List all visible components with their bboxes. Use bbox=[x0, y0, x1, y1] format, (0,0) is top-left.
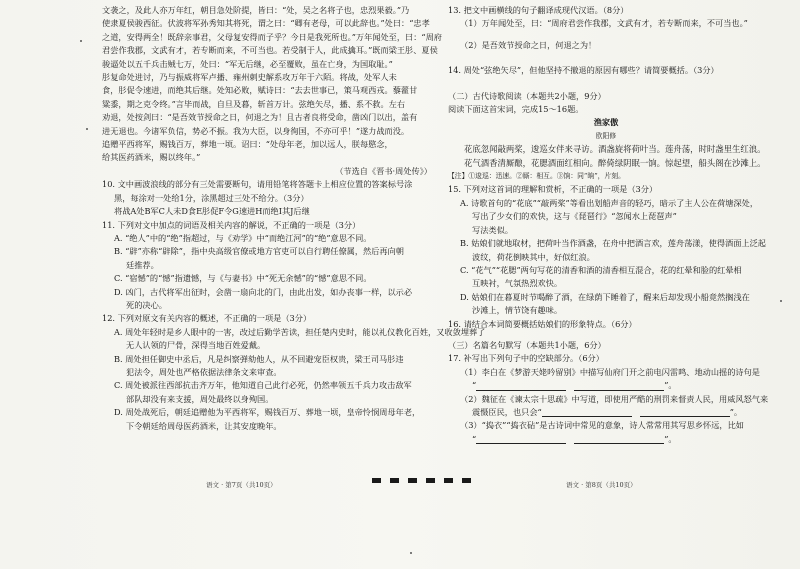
q15-option-line: C. “花气”“花腮”两句写花的清香和酒的清香相互混合，花的红晕和脸的红晕相 bbox=[460, 264, 742, 275]
q13-stem: 13. 把文中画横线的句子翻译成现代汉语。（8分） bbox=[448, 5, 629, 15]
poem-author: 欧阳修 bbox=[595, 131, 617, 140]
print-mark bbox=[408, 478, 417, 483]
question-line: 死的决心。 bbox=[126, 299, 167, 310]
passage-line: 文袭之，及此人亦万年红，朝目急处阶提，皆曰：“处，吴之名将子也，忠烈果毅。”乃 bbox=[102, 5, 410, 15]
q17-answer-row bbox=[448, 433, 764, 446]
passage-source: （节选自《晋书·周处传》） bbox=[335, 165, 432, 176]
question-line: 下令朝廷给周母医药酒米，让其安度晚年。 bbox=[126, 420, 282, 431]
q13-item-2: （2）是吾效节授命之日，何退之为！ bbox=[460, 39, 597, 50]
left-questions bbox=[102, 178, 486, 433]
poem-line-1: 花底忽闻敲两桨，逡巡女伴来寻访。酒盏旋将荷叶当。莲舟荡，时时盏里生红浪。 bbox=[464, 144, 766, 155]
q17-close-quote: ”。 bbox=[664, 380, 677, 391]
question-line: C. “宿憾”的“憾”指遗憾，与《与妻书》中“死无余憾”的“憾”意思不同。 bbox=[114, 273, 372, 284]
poem-title: 渔家傲 bbox=[593, 117, 619, 128]
passage-line: 君尝作我郡，文武有才，若专断而来，不可当也。若受制于人，此成擒耳。”既而梁王肜、夏侯 bbox=[102, 45, 438, 56]
q17-open-quote: “ bbox=[472, 380, 477, 391]
question-line: 黑，每涂对一处给1分，涂黑超过三处不给分。（3分） bbox=[114, 192, 309, 203]
q17-item-text: （2）魏征在《谏太宗十思疏》中写道，即使用严酷的刑罚来督责人民，用威风怒气来 bbox=[460, 393, 769, 404]
question-line: C. 周处被派往西部抗击齐万年，他知道自己此行必死，仍然率领五千兵力攻击敌军 bbox=[114, 380, 412, 391]
q17-open-quote: “ bbox=[472, 433, 477, 444]
answer-blank[interactable] bbox=[476, 382, 566, 391]
print-mark bbox=[372, 478, 381, 483]
passage-line: 使隶夏侯骏西征。伏波将军孙秀知其将死，谓之曰：“卿有老母，可以此辞也。”处曰：“忠孝 bbox=[102, 18, 430, 29]
print-mark bbox=[444, 478, 453, 483]
passage-line: 劝退，处按剑曰：“是吾效节授命之日，何退之为！且古者良将受命，凿凶门以出，盖有 bbox=[102, 112, 418, 123]
q17-open-quote: 震慑臣民，也只会“ bbox=[472, 406, 542, 417]
classical-passage bbox=[102, 4, 442, 165]
passage-line: 骏逼处以五千兵击贼七万，处曰：“军无后继，必至覆败，虽在亡身，为国取耻。” bbox=[102, 58, 393, 69]
scan-speck bbox=[80, 40, 82, 42]
q15-option-line: 波纹，荷花倒映其中，好似红浪。 bbox=[472, 251, 595, 262]
question-line: B. 周处担任御史中丞后，凡是纠察弹劾他人，从不回避宠臣权贵，梁王司马肜违 bbox=[114, 353, 404, 364]
q17-item-text: （1）李白在《梦游天姥吟留别》中描写仙府门开之前电闪雷鸣、地动山摇的诗句是 bbox=[460, 366, 760, 377]
q17-answer-row bbox=[448, 379, 764, 392]
question-line: 将战A处B军C人未D食E肜促F令G速进H而绝I其J后继 bbox=[114, 206, 310, 217]
print-mark bbox=[426, 478, 435, 483]
right-page bbox=[448, 4, 769, 446]
question-line: D. 凶门，古代将军出征时，会凿一扇向北的门，由此出发，如办丧事一样，以示必 bbox=[114, 286, 413, 297]
question-line: 犯法令，周处也严格依据法律条文来审查。 bbox=[126, 366, 282, 377]
print-mark bbox=[462, 478, 471, 483]
answer-blank[interactable] bbox=[542, 408, 632, 417]
question-line: 廷推荐。 bbox=[126, 259, 159, 270]
section2-intro: 阅读下面这首宋词，完成15～16题。 bbox=[448, 104, 584, 115]
q17-answer-row bbox=[448, 406, 764, 419]
print-marks bbox=[372, 478, 471, 483]
answer-blank[interactable] bbox=[476, 435, 566, 444]
scan-speck bbox=[410, 552, 412, 554]
scan-speck bbox=[86, 128, 88, 130]
q15-option-line: D. 姑娘们在暮夏时节喝醉了酒，在绿荫下睡着了，醒来后却发现小船竟然搁浅在 bbox=[460, 291, 750, 302]
scan-speck bbox=[780, 300, 782, 302]
section3-title: （三）名篇名句默写（本题共1小题，6分） bbox=[448, 339, 606, 350]
q14-stem: 14. 周处“弦绝矢尽”，但他坚持不撤退的原因有哪些？请简要概括。（3分） bbox=[448, 65, 719, 76]
q17-items bbox=[448, 366, 769, 446]
question-line: A. 周处年轻时是乡人眼中的一害，改过后勤学苦读，担任楚内史时，能以礼仪教化百姓，又收敛埋葬了 bbox=[114, 326, 486, 337]
q15-option-line: 互映衬，气氛热烈欢快。 bbox=[472, 278, 563, 289]
q15-options bbox=[448, 197, 764, 318]
passage-line: 给其医药酒米，赐以终年。” bbox=[102, 152, 201, 163]
q17-close-quote: ”。 bbox=[664, 433, 677, 444]
passage-line: 追赠平西将军，赐钱百万，葬地一顷。诏曰：“处母年老，加以远人，朕每愍念， bbox=[102, 139, 393, 150]
q13-item-1: （1）万年闻处至，曰：“周府君尝作我郡，文武有才，若专断而来，不可当也。” bbox=[460, 18, 748, 29]
q15-option-line: B. 姑娘们就地取材，把荷叶当作酒盏，在舟中把酒言欢，莲舟荡漾，使得酒面上泛起 bbox=[460, 238, 766, 249]
answer-blank[interactable] bbox=[574, 382, 664, 391]
passage-line: 进无退也。今诸军负信，势必不振。我为大臣，以身徇国，不亦可乎！”遂力战而没。 bbox=[102, 125, 410, 136]
page-footer-right: 语文 · 第8页（共10页） bbox=[566, 481, 637, 489]
passage-line: 食，肜促令速进，而绝其后继。处知必败，赋诗曰：“去去世事已，策马观西戎。藜藿甘 bbox=[102, 85, 418, 96]
passage-line: 之道，安得两全！既辞亲事君，父母复安得而子乎？今日是我死所也。”万年闻处至，曰：“周府 bbox=[102, 31, 442, 42]
question-stem: 12. 下列对原文有关内容的概述，不正确的一项是（3分） bbox=[102, 313, 312, 324]
answer-blank[interactable] bbox=[640, 408, 730, 417]
answer-blank[interactable] bbox=[574, 435, 664, 444]
passage-line: 肜复命处进讨，乃与振威将军卢播、雍州刺史解系攻万年于六陌。将战，处军人未 bbox=[102, 72, 397, 83]
question-stem: 10. 文中画波浪线的部分有三处需要断句，请用铅笔将答题卡上相应位置的答案标号涂 bbox=[102, 179, 413, 190]
q17-close-quote: ”。 bbox=[729, 406, 743, 417]
poem-note: 【注】①逡巡：迅速。②厮：相互。③饷：同“晌”，片刻。 bbox=[448, 172, 625, 181]
page-footer-left: 语文 · 第7页（共10页） bbox=[206, 481, 277, 489]
q17-item-text: （3）“捣衣”“捣衣砧”是古诗词中常见的意象，诗人常常用其写思乡怀远，比如 bbox=[460, 420, 744, 431]
q15-option-line: 写出了少女们的欢快，这与《琵琶行》“忽闻水上琵琶声” bbox=[472, 211, 677, 222]
question-line: D. 周处战死后，朝廷追赠他为平西将军，赐钱百万、葬地一顷，皇帝怜悯周母年老， bbox=[114, 407, 421, 418]
q15-option-line: 写法类似。 bbox=[472, 224, 513, 235]
left-page bbox=[102, 4, 486, 433]
section2-title: （二）古代诗歌阅读（本题共2小题，9分） bbox=[448, 90, 606, 101]
q17-stem: 17. 补写出下列句子中的空缺部分。（6分） bbox=[448, 353, 604, 364]
q15-option-line: 沙滩上，情节饶有趣味。 bbox=[472, 305, 563, 316]
passage-line: 粱黍，期之克令终。”言毕而战，自旦及暮，斩首万计。弦绝矢尽，播、系不救。左右 bbox=[102, 98, 406, 109]
question-stem: 11. 下列对文中加点的词语及相关内容的解说，不正确的一项是（3分） bbox=[102, 219, 361, 230]
question-line: B. “辟”亦称“辟除”，指中央高级官僚或地方官吏可以自行聘任僚属，然后再向朝 bbox=[114, 246, 404, 257]
q15-stem: 15. 下列对这首词的理解和赏析，不正确的一项是（3分） bbox=[448, 184, 658, 195]
question-line: 无人认领的尸骨，深得当地百姓爱戴。 bbox=[126, 340, 266, 351]
question-line: A. “绝人”中的“绝”指超过，与《劝学》中“而绝江河”的“绝”意思不同。 bbox=[114, 232, 372, 243]
poem-line-2: 花气酒香清厮酿，花腮酒面红相向。醉倚绿阴眠一饷。惊起望，船头阁在沙滩上。 bbox=[464, 157, 766, 168]
q15-option-line: A. 诗歌首句的“花底”“敲两桨”等看出划船声音的轻巧，暗示了主人公在荷塘深处， bbox=[460, 197, 759, 208]
question-line: 部队却没有来支援，周处最终以身殉国。 bbox=[126, 393, 274, 404]
print-mark bbox=[390, 478, 399, 483]
q16-stem: 16. 请结合本词简要概括姑娘们的形象特点。（6分） bbox=[448, 318, 637, 329]
